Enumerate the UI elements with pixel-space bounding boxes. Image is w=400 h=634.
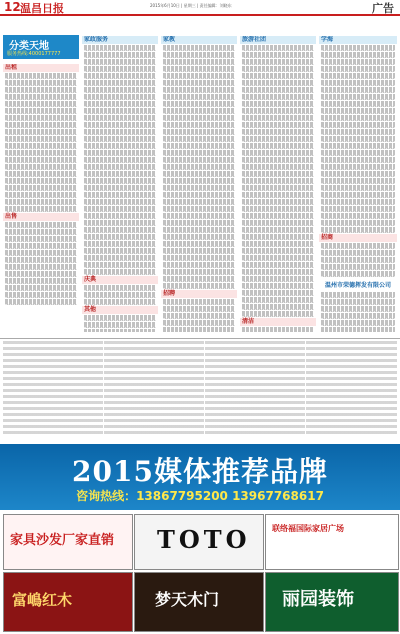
notice-text xyxy=(306,341,397,437)
category-header: 出售 xyxy=(3,213,79,221)
section-title: 广告 xyxy=(372,2,394,15)
header-info: 2015年6月10日 | 星期三 | 责任编辑：刘晓东 xyxy=(150,3,232,8)
banner-hotline: 服务热线:4000177777 xyxy=(7,51,61,57)
toto-logo: TOTO xyxy=(157,525,251,554)
promo-title: 2015媒体推荐品牌 xyxy=(72,455,328,488)
furniture-ad[interactable] xyxy=(3,514,133,570)
notice-text xyxy=(3,341,103,437)
furniture-ad-title: 家具沙发厂家直销 xyxy=(10,533,115,548)
category-header: 清洁 xyxy=(240,318,316,326)
newspaper-title: 温昌日报 xyxy=(20,2,64,15)
promo-banner xyxy=(0,444,400,510)
column-5 xyxy=(319,36,397,332)
column-1 xyxy=(3,64,79,332)
category-header: 学海 xyxy=(319,36,397,44)
company-heading: 温州市荣德挥发有限公司 xyxy=(324,282,391,289)
page-header xyxy=(0,0,400,16)
mengtian-ad[interactable] xyxy=(134,572,264,632)
home-ad-title: 联络福国际家居广场 xyxy=(272,524,344,533)
column-4 xyxy=(240,36,316,332)
column-2 xyxy=(82,36,158,332)
fuguo-title: 富嶋红木 xyxy=(12,591,73,609)
promo-hotline: 咨询热线：13867795200 13967768617 xyxy=(76,489,324,503)
category-header: 招聘 xyxy=(161,290,237,298)
category-header: 招商 xyxy=(319,234,397,242)
category-header: 家政服务 xyxy=(82,36,158,44)
category-header: 家教 xyxy=(161,36,237,44)
category-header: 庆典 xyxy=(82,276,158,284)
classified-banner xyxy=(3,35,79,59)
category-header: 出租 xyxy=(3,64,79,72)
lire-ad[interactable] xyxy=(265,572,399,632)
category-header: 旅游社团 xyxy=(240,36,316,44)
toto-ad[interactable] xyxy=(134,514,264,570)
notice-text xyxy=(205,341,305,437)
fuguo-ad[interactable] xyxy=(3,572,133,632)
mengtian-title: 梦天木门 xyxy=(155,590,220,609)
category-header: 其他 xyxy=(82,306,158,314)
column-3 xyxy=(161,36,237,332)
banner-title: 分类天地 xyxy=(9,41,49,52)
lire-title: 丽园装饰 xyxy=(282,589,354,610)
notice-text xyxy=(104,341,204,437)
home-ad[interactable] xyxy=(265,514,399,570)
page-number: 12 xyxy=(4,0,21,14)
